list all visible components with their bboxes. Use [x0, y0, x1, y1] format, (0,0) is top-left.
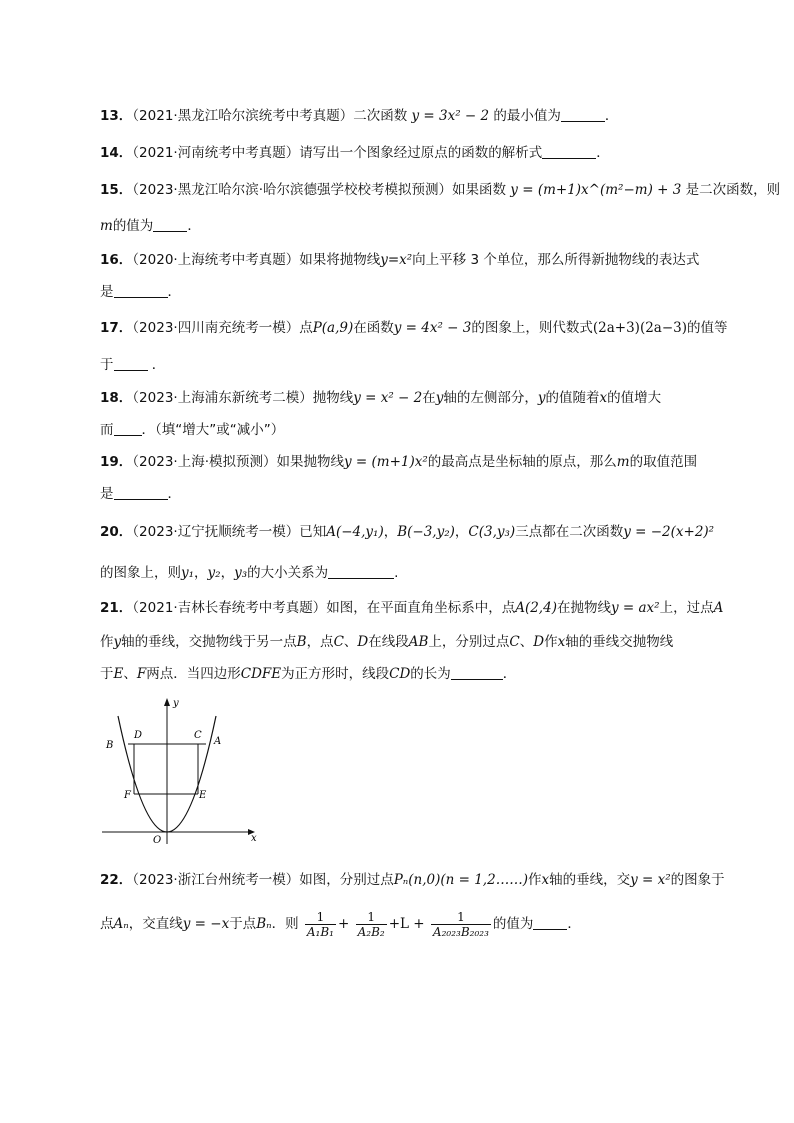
- math-expression: C(3,y₃): [468, 524, 516, 540]
- punctuation: ，: [220, 565, 235, 581]
- math-variable: CD: [389, 666, 411, 682]
- question-text: 的最小值为: [493, 108, 561, 124]
- question-text: 的图象上，则代数式: [471, 320, 593, 336]
- answer-blank[interactable]: [114, 356, 148, 371]
- math-expression: y = 3x² − 2: [411, 108, 490, 124]
- question-16: [100, 250, 730, 270]
- punctuation: 、: [519, 634, 534, 650]
- question-text: 抛物线: [312, 390, 354, 406]
- fraction-denominator: A₂₀₂₃B₂₀₂₃: [432, 924, 489, 939]
- math-expression: P(a,9): [312, 320, 354, 336]
- answer-blank[interactable]: [451, 665, 503, 680]
- question-text: 两点．当四边形: [146, 666, 241, 682]
- answer-blank[interactable]: [542, 144, 596, 159]
- question-text: 是: [100, 284, 114, 300]
- question-text: 如果抛物线: [276, 454, 344, 470]
- question-text: 的值随着: [545, 390, 600, 406]
- question-text: 三点都在二次函数: [515, 524, 624, 540]
- question-text: 于: [100, 357, 114, 373]
- question-text: 在线段: [368, 634, 409, 650]
- punctuation: ，: [194, 565, 208, 581]
- answer-blank[interactable]: [114, 485, 168, 500]
- punctuation: ．: [502, 666, 517, 682]
- question-text: 二次函数: [353, 108, 408, 124]
- label-o: O: [153, 835, 162, 846]
- math-variable: m: [100, 218, 113, 234]
- question-number: 14．: [100, 145, 133, 161]
- question-15-line-2: [100, 216, 201, 236]
- math-variable: A: [713, 600, 724, 616]
- question-source: （2023·上海·模拟预测）: [132, 454, 277, 470]
- answer-blank[interactable]: [114, 421, 142, 436]
- math-expression: y = (m+1)x^(m²−m) + 3: [510, 182, 682, 198]
- math-variable: D: [357, 634, 369, 650]
- math-variable: x: [541, 872, 550, 888]
- fraction-numerator: 1: [316, 909, 325, 924]
- question-source: （2023·浙江台州统考一模）: [132, 872, 300, 888]
- math-variable: D: [533, 634, 545, 650]
- question-text: 于: [100, 666, 114, 682]
- label-c: C: [194, 730, 202, 741]
- question-text: 在函数: [353, 320, 394, 336]
- question-source: （2023·辽宁抚顺统考一模）: [132, 524, 300, 540]
- question-source: （2023·黑龙江哈尔滨·哈尔滨德强学校校考模拟预测）: [132, 182, 452, 198]
- question-text: 如图，分别过点: [299, 872, 394, 888]
- math-variable: m: [616, 454, 630, 470]
- question-text: 的最高点是坐标轴的原点，那么: [427, 454, 617, 470]
- label-a: A: [214, 736, 222, 747]
- punctuation: ，: [454, 524, 469, 540]
- label-b: B: [106, 740, 114, 751]
- label-e: E: [199, 790, 207, 801]
- question-15: [100, 180, 781, 200]
- math-variable: y: [435, 390, 444, 406]
- punctuation: ．: [167, 284, 181, 300]
- math-variable: y₃: [234, 565, 248, 581]
- question-text: ．（填“增大”或“减小”）: [141, 422, 285, 438]
- question-text: 的取值范围: [629, 454, 698, 470]
- question-18-line-2: [100, 420, 284, 440]
- question-text: 作: [527, 872, 542, 888]
- label-y: y: [173, 698, 179, 709]
- math-variable: AB: [408, 634, 429, 650]
- math-variable: x: [599, 390, 608, 406]
- math-variable: Aₙ: [113, 916, 129, 932]
- question-number: 18．: [100, 390, 133, 406]
- question-source: （2023·上海浦东新统考二模）: [132, 390, 313, 406]
- punctuation: ．: [596, 145, 610, 161]
- question-text: 的大小关系为: [247, 565, 329, 581]
- question-13: [100, 106, 730, 126]
- question-source: （2021·河南统考中考真题）: [132, 145, 300, 161]
- math-variable: Bₙ: [256, 916, 272, 932]
- question-text: 向上平移 3 个单位，那么所得新抛物线的表达式: [412, 252, 700, 268]
- question-text: 作: [100, 634, 114, 650]
- question-20-line-2: [100, 563, 398, 583]
- fraction-numerator: 1: [457, 909, 465, 924]
- math-variable: y: [113, 634, 122, 650]
- question-22-line-2: [100, 906, 581, 942]
- math-expression: Pₙ(n,0)(n = 1,2……): [393, 872, 528, 888]
- question-text: ，交直线: [128, 916, 183, 932]
- question-text: 如图，在平面直角坐标系中，点: [326, 600, 516, 616]
- parabola-figure: [98, 694, 268, 848]
- punctuation: .: [394, 565, 399, 581]
- answer-blank[interactable]: [328, 564, 394, 579]
- math-operator: +L +: [388, 916, 425, 932]
- answer-blank[interactable]: [153, 217, 187, 232]
- math-expression: (2a+3)(2a−3): [592, 320, 688, 336]
- question-number: 17．: [100, 320, 133, 336]
- answer-blank[interactable]: [533, 915, 567, 930]
- question-20: [100, 522, 730, 542]
- math-expression: y = (m+1)x²: [344, 454, 428, 470]
- fraction-2: [356, 910, 387, 939]
- question-text: 为正方形时，线段: [281, 666, 390, 682]
- question-text: 的值等: [687, 320, 728, 336]
- question-text: 的值增大: [607, 390, 662, 406]
- fraction-3: [431, 910, 491, 939]
- question-source: （2020·上海统考中考真题）: [132, 252, 300, 268]
- math-variable: y₁: [181, 565, 195, 581]
- question-text: 轴的垂线交抛物线: [565, 634, 674, 650]
- math-variable: C: [333, 634, 344, 650]
- math-expression: B(−3,y₂): [397, 524, 455, 540]
- fraction-denominator: A₂B₂: [357, 924, 385, 939]
- question-text: 如果将抛物线: [299, 252, 381, 268]
- question-number: 20．: [100, 524, 133, 540]
- question-text: 是二次函数，则: [685, 182, 781, 198]
- question-number: 13．: [100, 108, 133, 124]
- question-text: ，点: [306, 634, 334, 650]
- question-19: [100, 452, 730, 472]
- question-21-line-3: [100, 664, 516, 684]
- question-21: [100, 598, 730, 618]
- math-expression: y=x²: [380, 252, 413, 268]
- question-text: 作: [544, 634, 558, 650]
- math-operator: +: [338, 916, 350, 932]
- question-18: [100, 388, 730, 408]
- question-text: 的值为: [492, 916, 534, 932]
- question-text: 轴的左侧部分，: [443, 390, 538, 406]
- math-variable: B: [296, 634, 307, 650]
- question-16-line-2: [100, 282, 181, 302]
- math-variable: y₂: [207, 565, 221, 581]
- label-f: F: [124, 790, 131, 801]
- question-number: 15．: [100, 182, 133, 198]
- question-text: 的图象于: [670, 872, 725, 888]
- question-text: 已知: [299, 524, 327, 540]
- math-expression: y = x²: [630, 872, 671, 888]
- question-text: 上，过点: [659, 600, 714, 616]
- math-variable: E: [113, 666, 124, 682]
- label-x: x: [251, 833, 257, 844]
- question-text: 点: [299, 320, 313, 336]
- label-d: D: [134, 730, 143, 741]
- math-expression: y = −2(x+2)²: [623, 524, 715, 540]
- math-expression: y = ax²: [610, 600, 660, 616]
- answer-blank[interactable]: [561, 107, 605, 122]
- question-number: 16．: [100, 252, 133, 268]
- question-text: 在: [422, 390, 436, 406]
- question-22: [100, 870, 730, 890]
- fraction-numerator: 1: [367, 909, 375, 924]
- math-expression: y = −x: [182, 916, 230, 932]
- punctuation: ．: [567, 916, 581, 932]
- punctuation: ．: [167, 486, 181, 502]
- question-text: 点: [100, 916, 114, 932]
- question-source: （2021·黑龙江哈尔滨统考中考真题）: [132, 108, 354, 124]
- question-text: ．则: [271, 916, 299, 932]
- question-21-line-2: [100, 632, 673, 652]
- question-text: 而: [100, 422, 114, 438]
- math-expression: y = 4x² − 3: [393, 320, 472, 336]
- punctuation: 、: [343, 634, 358, 650]
- question-text: 上，分别过点: [428, 634, 510, 650]
- fraction-denominator: A₁B₁: [306, 924, 334, 939]
- fraction-1: [305, 910, 336, 939]
- math-variable: F: [136, 666, 147, 682]
- math-variable: x: [557, 634, 566, 650]
- question-text: 请写出一个图象经过原点的函数的解析式: [299, 145, 543, 161]
- question-text: 如果函数: [452, 182, 506, 198]
- question-text: 的值为: [112, 218, 154, 234]
- question-19-line-2: [100, 484, 181, 504]
- math-expression: y = x² − 2: [353, 390, 423, 406]
- answer-blank[interactable]: [114, 283, 168, 298]
- question-text: 的长为: [410, 666, 451, 682]
- question-source: （2021·吉林长春统考中考真题）: [132, 600, 327, 616]
- question-text: 是: [100, 486, 114, 502]
- math-expression: A(−4,y₁): [326, 524, 384, 540]
- question-text: 于点: [229, 916, 257, 932]
- question-source: （2023·四川南充统考一模）: [132, 320, 300, 336]
- question-text: 轴的垂线，交抛物线于另一点: [121, 634, 297, 650]
- question-number: 21．: [100, 600, 133, 616]
- punctuation: ．: [604, 108, 619, 124]
- question-17-line-2: [100, 355, 165, 375]
- punctuation: 、: [123, 666, 137, 682]
- y-axis-arrow: [164, 698, 170, 706]
- math-variable: C: [509, 634, 520, 650]
- punctuation: ．: [187, 218, 201, 234]
- question-17: [100, 318, 730, 338]
- punctuation: ．: [151, 357, 166, 373]
- math-variable: y: [537, 390, 546, 406]
- question-number: 22．: [100, 872, 133, 888]
- question-text: 轴的垂线，交: [549, 872, 631, 888]
- punctuation: ，: [383, 524, 398, 540]
- question-number: 19．: [100, 454, 133, 470]
- math-expression: A(2,4): [515, 600, 557, 616]
- question-14: [100, 143, 730, 163]
- question-text: 的图象上，则: [100, 565, 181, 581]
- question-text: 在抛物线: [556, 600, 611, 616]
- math-variable: CDFE: [240, 666, 282, 682]
